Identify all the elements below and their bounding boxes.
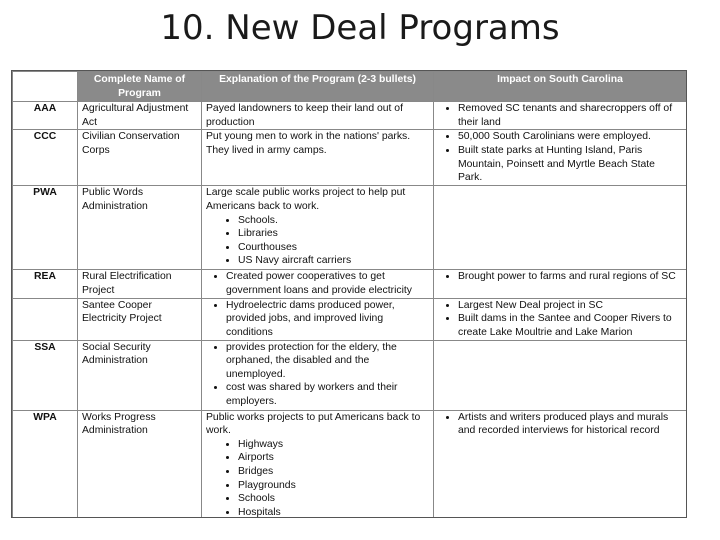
explanation-list-item: • Airports (238, 451, 429, 465)
explanation-bullet: • Created power cooperatives to get government loans and provide electricity (226, 270, 429, 297)
explanation-list-item: • Schools. (238, 214, 429, 228)
explanation-list-item: • Schools (238, 492, 429, 506)
table-row (13, 102, 687, 130)
row-name: Civilian Conservation Corps (78, 130, 202, 186)
explanation-bullet: • cost was shared by workers and their employers. (226, 381, 429, 408)
table-row (13, 340, 687, 410)
impact-bullet: • Removed SC tenants and sharecroppers off of their land (458, 102, 682, 129)
row-impact (434, 340, 687, 410)
table-row (13, 410, 687, 518)
row-explanation (202, 410, 434, 518)
row-abbr: AAA (13, 102, 78, 130)
explanation-list-item: • Highways (238, 438, 429, 452)
row-impact (434, 298, 687, 340)
impact-bullet: • Built state parks at Hunting Island, Paris Mountain, Poinsett and Myrtle Beach State Park. (458, 144, 682, 185)
row-explanation (202, 340, 434, 410)
header-explanation: Explanation of the Program (2-3 bullets) (202, 72, 434, 102)
row-explanation (202, 298, 434, 340)
impact-bullet: • Brought power to farms and rural regions of SC (458, 270, 682, 284)
row-impact (434, 410, 687, 518)
row-explanation (202, 102, 434, 130)
row-name: Agricultural Adjustment Act (78, 102, 202, 130)
header-name: Complete Name of Program (78, 72, 202, 102)
row-name: Santee Cooper Electricity Project (78, 298, 202, 340)
explanation-list-item: • Playgrounds (238, 479, 429, 493)
row-name: Public Words Administration (78, 186, 202, 270)
explanation-list-item: • Libraries (238, 227, 429, 241)
row-name: Social Security Administration (78, 340, 202, 410)
row-explanation (202, 270, 434, 298)
row-explanation: Put young men to work in the nations' parks. They lived in army camps. (202, 130, 434, 186)
explanation-text: Large scale public works project to help put Americans back to work. (206, 187, 406, 212)
impact-bullet: • 50,000 South Carolinians were employed. (458, 130, 682, 144)
impact-bullet: • Artists and writers produced plays and murals and recorded interviews for historical record (458, 411, 682, 438)
row-abbr: CCC (13, 130, 78, 186)
explanation-list-item: • US Navy aircraft carriers (238, 254, 429, 268)
row-abbr: SSA (13, 340, 78, 410)
programs-table-frame (11, 70, 687, 518)
explanation-list-item: • Hospitals (238, 506, 429, 518)
table-row (13, 186, 687, 270)
explanation-bullet: • Hydroelectric dams produced power, provided jobs, and improved living conditions (226, 299, 429, 340)
header-abbr (13, 72, 78, 102)
row-abbr: PWA (13, 186, 78, 270)
row-name: Rural Electrification Project (78, 270, 202, 298)
explanation-text: Payed landowners to keep their land out of production (206, 103, 403, 128)
header-impact: Impact on South Carolina (434, 72, 687, 102)
row-name: Works Progress Administration (78, 410, 202, 518)
row-abbr: WPA (13, 410, 78, 518)
row-impact (434, 130, 687, 186)
row-abbr (13, 298, 78, 340)
table-row (13, 130, 687, 186)
row-abbr: REA (13, 270, 78, 298)
row-impact (434, 102, 687, 130)
row-impact (434, 186, 687, 270)
row-impact (434, 270, 687, 298)
explanation-list-item: • Courthouses (238, 241, 429, 255)
programs-table (12, 71, 687, 518)
explanation-text: Public works projects to put Americans back to work. (206, 411, 421, 437)
table-row (13, 298, 687, 340)
impact-bullet: • Largest New Deal project in SC (458, 299, 682, 313)
table-header-row (13, 72, 687, 102)
impact-bullet: • Built dams in the Santee and Cooper Rivers to create Lake Moultrie and Lake Marion (458, 312, 682, 339)
explanation-list-item: • Bridges (238, 465, 429, 479)
page-title: 10. New Deal Programs (160, 8, 560, 48)
row-explanation (202, 186, 434, 270)
explanation-bullet: • provides protection for the eldery, the orphaned, the disabled and the unemployed. (226, 341, 429, 382)
table-row (13, 270, 687, 298)
